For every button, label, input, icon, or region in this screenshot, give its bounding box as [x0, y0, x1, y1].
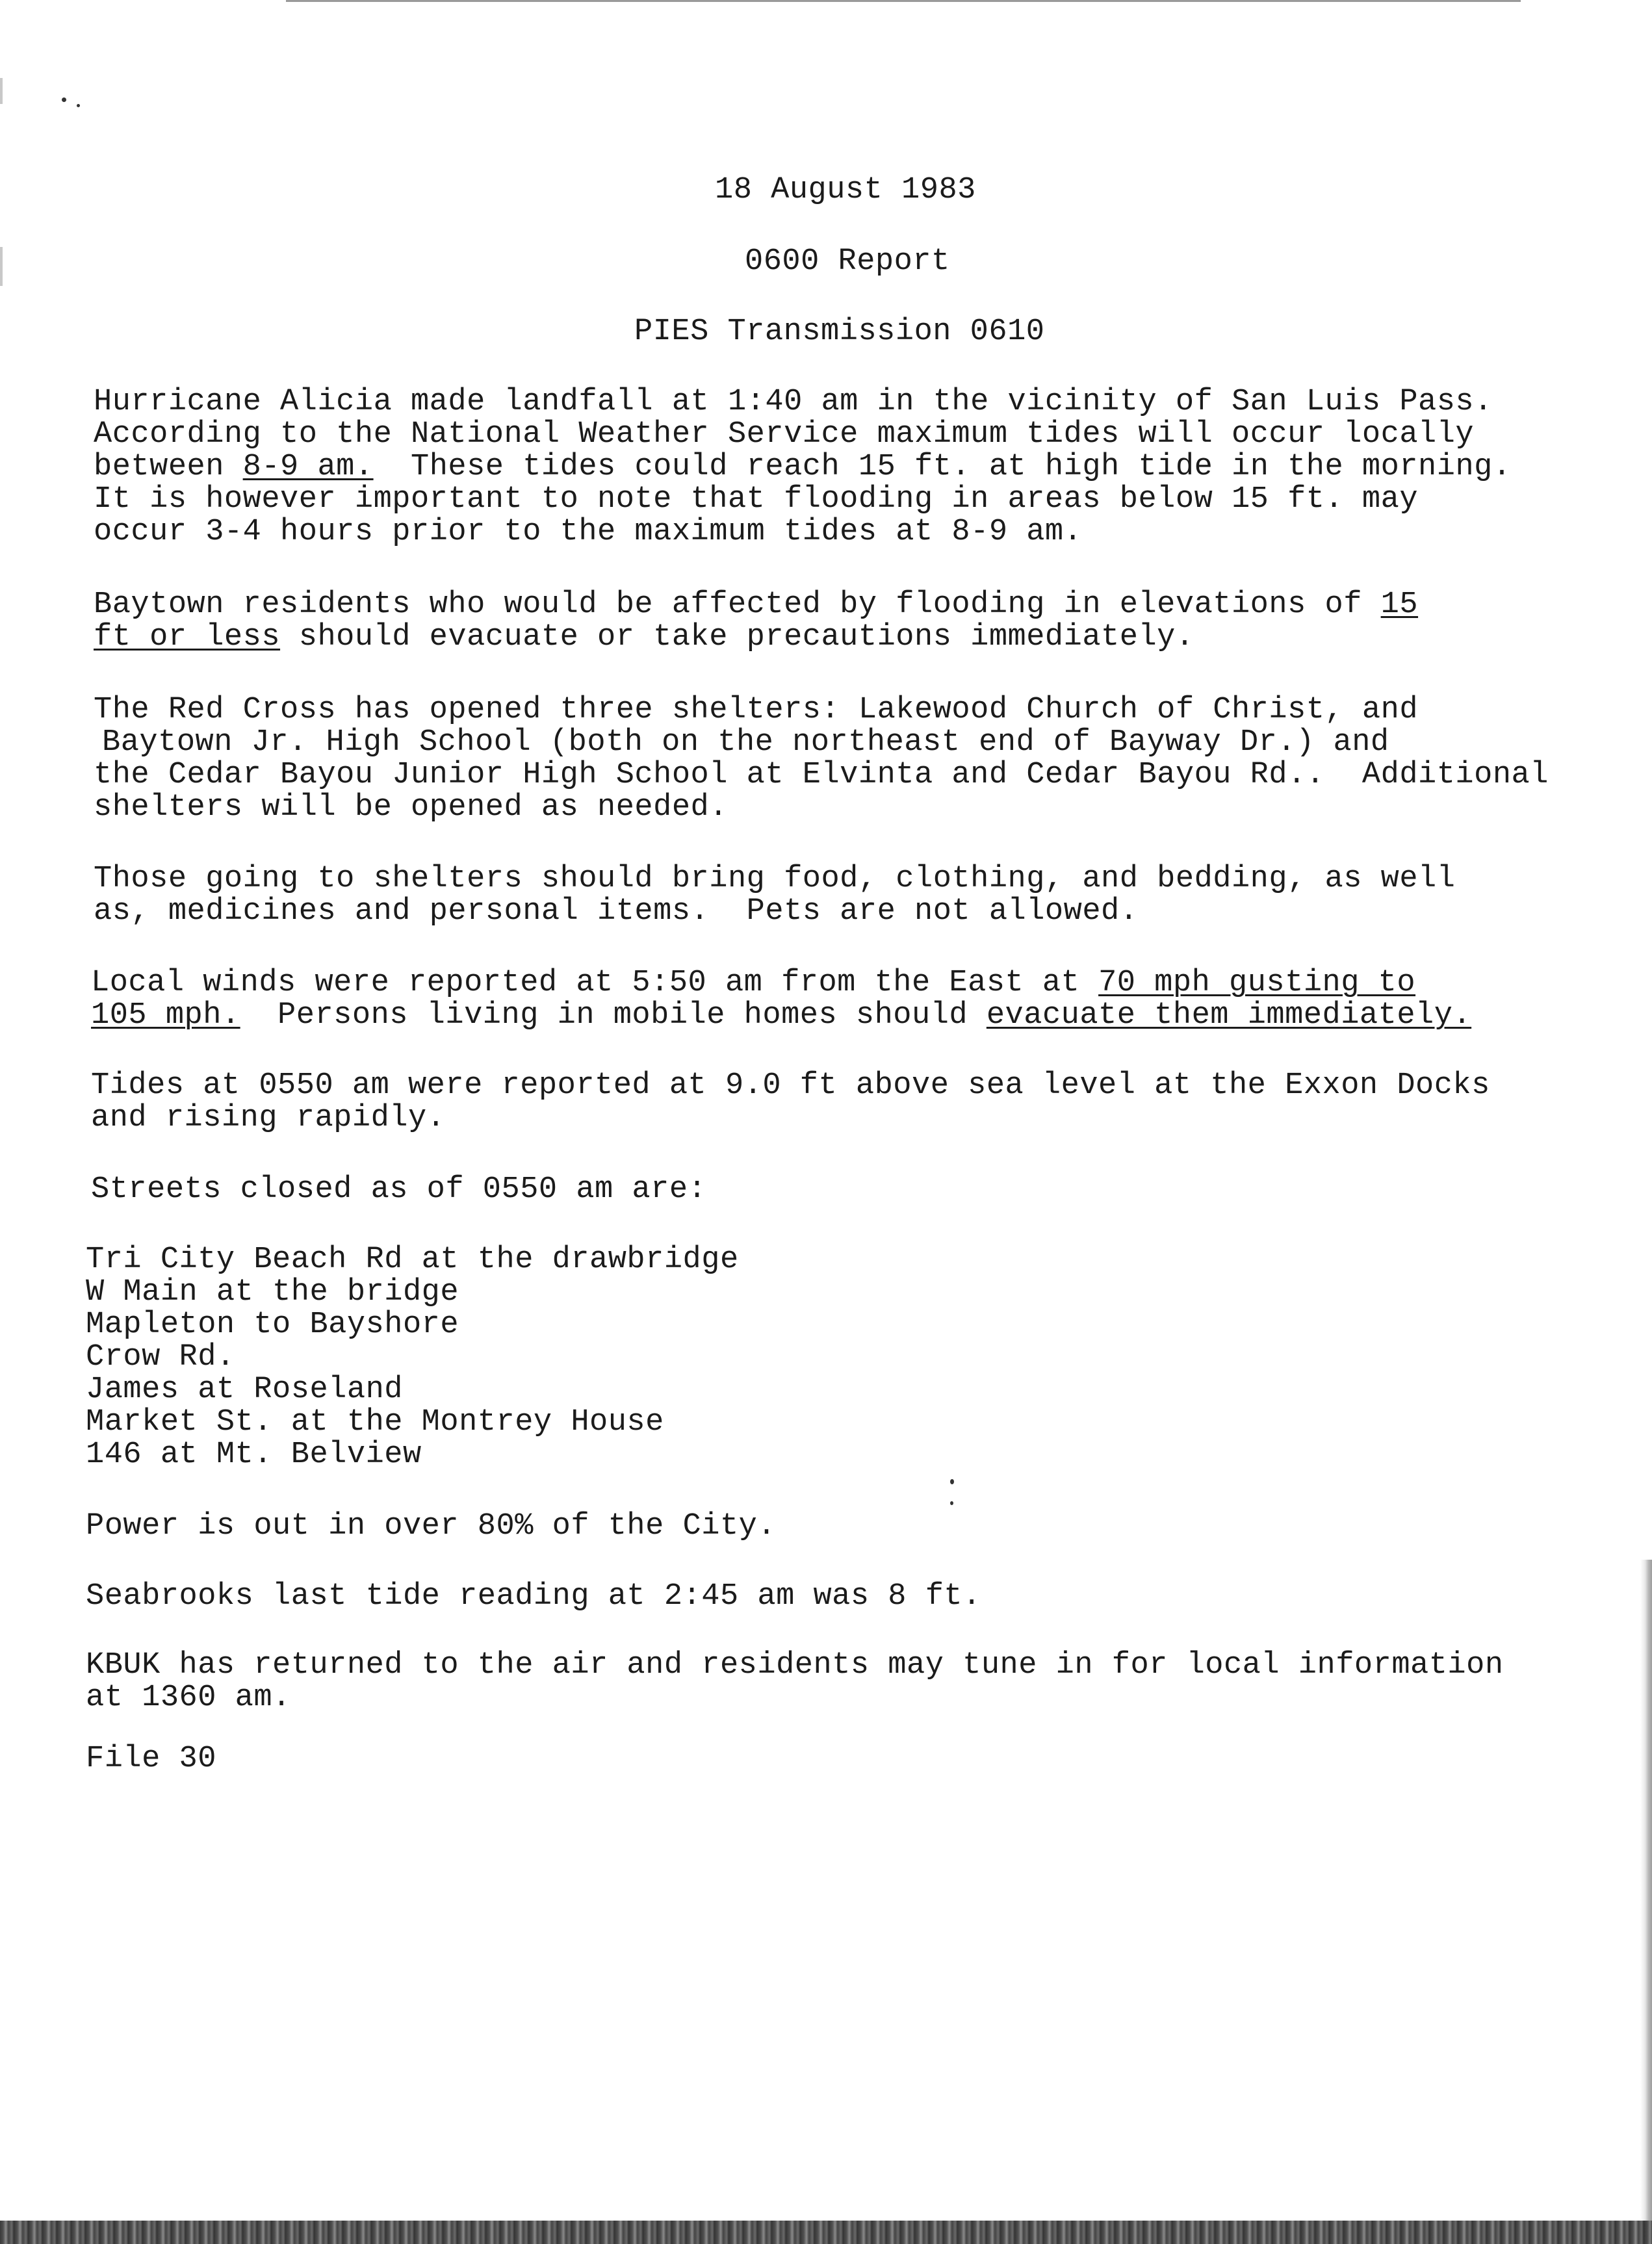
street-item: Mapleton to Bayshore	[86, 1308, 459, 1342]
para5-underlined-wind: 70 mph gusting to	[1098, 966, 1416, 1000]
power-outage: Power is out in over 80% of the City.	[86, 1509, 777, 1543]
street-item: Crow Rd.	[86, 1340, 235, 1374]
para2-underlined-threshold: ft or less	[94, 620, 281, 654]
seabrook-tide: Seabrooks last tide reading at 2:45 am was 8 ft.	[86, 1579, 981, 1614]
street-item: W Main at the bridge	[86, 1275, 459, 1309]
kbuk-line2: at 1360 am.	[86, 1681, 291, 1715]
street-item: Tri City Beach Rd at the drawbridge	[86, 1243, 739, 1277]
scan-speck	[77, 104, 80, 107]
report-date: 18 August 1983	[715, 173, 976, 207]
para1-line3-end: These tides could reach 15 ft. at high tide in the morning.	[373, 450, 1512, 484]
scan-mark	[0, 247, 3, 286]
para2-line1-text: Baytown residents who would be affected by flooding in elevations of	[94, 587, 1381, 622]
street-item: 146 at Mt. Belview	[86, 1438, 422, 1472]
para1-line3	[94, 451, 1512, 484]
para1-line3-start: between	[94, 450, 243, 484]
para1-underlined-time: 8-9 am.	[242, 450, 374, 484]
para2-line2	[94, 621, 1194, 654]
para3-line1: The Red Cross has opened three shelters: Lakewood Church of Christ, and	[94, 693, 1419, 727]
para5-underlined-gust: 105 mph.	[91, 998, 240, 1033]
scan-top-edge	[286, 0, 1521, 2]
para4-line1: Those going to shelters should bring food, clothing, and bedding, as well	[94, 862, 1456, 896]
para1-line1: Hurricane Alicia made landfall at 1:40 am in the vicinity of San Luis Pass.	[94, 385, 1493, 419]
streets-intro: Streets closed as of 0550 am are:	[91, 1172, 707, 1207]
para6-line1: Tides at 0550 am were reported at 9.0 ft above sea level at the Exxon Docks	[91, 1068, 1490, 1103]
scan-right-edge	[1640, 1560, 1652, 2244]
para6-line2: and rising rapidly.	[91, 1101, 446, 1135]
para3-line4: shelters will be opened as needed.	[94, 790, 728, 825]
para3-line2: Baytown Jr. High School (both on the northeast end of Bayway Dr.) and	[102, 725, 1389, 760]
para1-line2: According to the National Weather Service maximum tides will occur locally	[94, 417, 1475, 452]
para2-underlined-elevation: 15	[1380, 587, 1419, 622]
para3-line3: the Cedar Bayou Junior High School at Elvinta and Cedar Bayou Rd.. Additional	[94, 758, 1549, 792]
scan-mark	[0, 78, 3, 104]
para4-line2: as, medicines and personal items. Pets are not allowed.	[94, 894, 1139, 929]
para5-line2-text: Persons living in mobile homes should	[240, 998, 987, 1033]
para5-line2	[91, 999, 1471, 1032]
para5-underlined-evacuate: evacuate them immediately.	[986, 998, 1472, 1033]
para5-line1-text: Local winds were reported at 5:50 am from the East at	[91, 966, 1099, 1000]
para1-line4: It is however important to note that flooding in areas below 15 ft. may	[94, 482, 1419, 517]
scan-bottom-edge	[0, 2221, 1652, 2244]
para1-line5: occur 3-4 hours prior to the maximum tides at 8-9 am.	[94, 515, 1083, 549]
scan-speck	[62, 97, 66, 102]
para2-line1	[94, 589, 1418, 621]
report-title: 0600 Report	[745, 244, 950, 279]
street-item: Market St. at the Montrey House	[86, 1405, 664, 1439]
para2-line2-text: should evacuate or take precautions immediately.	[280, 620, 1194, 654]
para5-line1	[91, 967, 1415, 999]
scan-speck	[950, 1501, 953, 1505]
file-number: File 30	[86, 1742, 216, 1776]
street-item: James at Roseland	[86, 1373, 403, 1407]
scan-speck	[950, 1479, 954, 1484]
kbuk-line1: KBUK has returned to the air and residents may tune in for local information	[86, 1648, 1504, 1683]
transmission-line: PIES Transmission 0610	[634, 315, 1045, 349]
